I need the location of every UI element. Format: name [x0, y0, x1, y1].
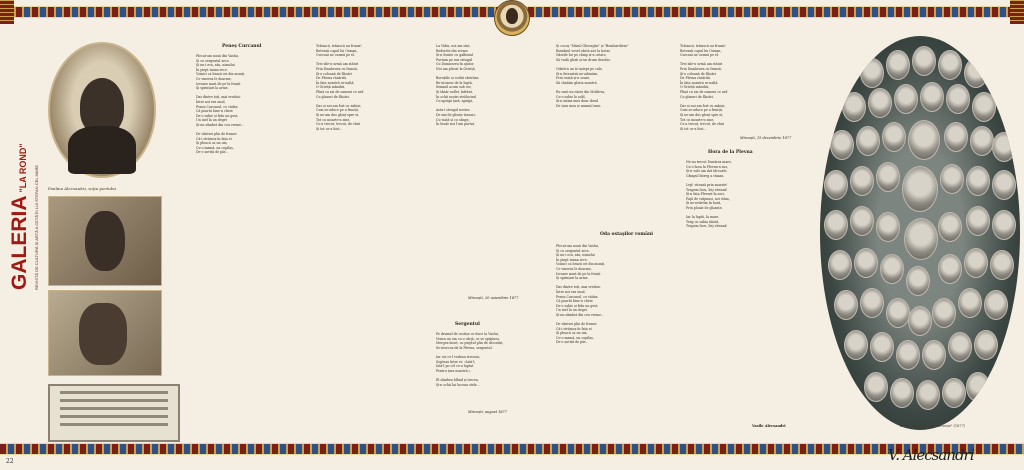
column-5b-text: Ne-au trecut Dunărea mare, Cu-o hora la Plevna-n sus, Și-n vale am dat târcoale, Câmpul întreg a rămas. Leţi! vitează prin moarte! Tragem focu, leţi vitează! Și-n fața Plevnei în zori, Faţă de vrăjmași, noi stăm, Și ne-nvârtim în horă, Prin ploaie de gloanțe. Iar la luptă, la mare, Trag cu sabia tăiată, Tragem focu, leţi vitează!	[686, 160, 732, 229]
date-line-2: Mircești, 20 noiembrie 1877	[468, 296, 519, 300]
vintage-photo-2	[48, 290, 162, 376]
column-4b-text: Plecat-am nouă din Vaslui, Și cu sergentul zece, Și nu-i era, zău, nimului În piept inima rece. Voinici ca brazii cei din munți, Ce vinerea le doarme, Izvoare mari de pe la frunți Și sprințari la arme. Dar dintre toți, mai vrednic Între noi era unul, Peneș Curcanul, ce vădea Că poartă bine-n cheie De-o sabie și frâu un gest, Un inel la un deget Și-un zâmbet din cea vreme... De vânturi plin de frunze Că-i strămoș în fața ei Și pleacă ca un om, Cu-o mamă, un copilaș, De-o șuviță de păr...	[556, 244, 606, 345]
collage-caption: Suvenirea Bersanti „Levenie" (1877)	[900, 424, 966, 428]
soldiers-portrait-collage	[820, 36, 1020, 430]
magazine-logo	[4, 140, 44, 310]
logo-caption: REVISTĂ DE CULTURĂ ȘI ARTĂ A CETĂȚII LUI STEFAN CEL MARE	[34, 164, 39, 290]
bottom-ornament-band	[0, 443, 1024, 455]
column-5-text: Trăiască, trăiască nu frunzi! Retezați capul lui Osman, Curcani ne curmă pe el. Trei zile-n urmă am stătut Prin Dumbrava cu frunză, Și-o coloană de flăcări De Plevna răsărită. În fața noastră se-nalță O Griviță mândră, Plină cu rai de oameni ce ard Cu glasuri de flăcări. Dar și noi am fost cu mânie, Cum se-aduce pe a frunții, Și ne-am dus glonț spre ei, Tot cu moarte-n sine, Ce-a trecut, trecut, de vânt Și tot ce-a fost...	[680, 44, 728, 131]
logo-main-text: GALERIA	[8, 195, 31, 290]
poem-title-hora: Hora de la Plevna	[708, 150, 753, 155]
column-3-text: La Vidin, noi am stat, Redutele din vreme Și-n frunte cu galbenul Purtam pe sus steagul Cu Dumnezeu în ajutor, Noi am plecat la Griviță. Boruțiile și corbii răstrâns Re-ntoarse de la luptă, Semnul acum sub cer, Și tânăr suflet, înfrânt, În ochii noștri strălucind Cu aprigă țară, aprigă, Asta-i steagul nostru De mii de glonțe trasuri, Cu viață și cu sânge, În brațe noi l-am purtat.	[436, 44, 479, 127]
corner-ornament-left	[0, 0, 14, 24]
vintage-photo-1	[48, 196, 162, 286]
memorial-plaque-photo	[48, 384, 180, 442]
poem-title-penes-curcanul: Peneș Curcanul	[222, 44, 262, 49]
corner-ornament-right	[1010, 0, 1024, 24]
left-photo-caption: Paulina Alecsandri, soţia poetului	[48, 186, 117, 191]
paulina-portrait-photo	[48, 42, 156, 178]
portrait-medallion	[494, 0, 530, 36]
author-name: Vasile Alecsandri	[752, 424, 786, 428]
column-1-text: Plecat-am nouă din Vaslui, Și cu sergentul zece, Și nu-i era, zău, nimului În piept inima rece. Voinici ca brazii cei din munți, Ce vinerea le doarme, Izvoare mari de pe la frunți Și sprințari la arme. Dar dintre toți, mai vrednic Între noi era unul, Peneș Curcanul, ce vădea Că poartă bine-n cheie De-o sabie și frâu un gest, Un inel la un deget Și-un zâmbet din cea vreme... De vânturi plin de frunze Că-i strămoș în fața ei Și pleacă ca un om, Cu-o mamă, un copilaș, De-o șuviță de păr...	[196, 54, 246, 155]
column-2-text: Trăiască, trăiască nu frunzi! Retezați capul lui Osman, Curcani ne curmă pe el. Trei zile-n urmă am stătut Prin Dumbrava cu frunză, Și-o coloană de flăcări De Plevna răsărită. În fața noastră se-nalță O Griviță mândră, Plină cu rai de oameni ce ard Cu glasuri de flăcări. Dar și noi am fost cu mânie, Cum se-aduce pe a frunții, Și ne-am dus glonț spre ei, Tot cu moarte-n sine, Ce-a trecut, trecut, de vânt Și tot ce-a fost...	[316, 44, 364, 131]
column-4-text: Și cocoș "Mărul Gheorghe" și "Bombardiera" Românul vesel cântă aici la hotar, Gărzile lor pe câmp și-n cetate, Să vadă glorii și-un drum deschis. Odată-n an te-aștept pe cale, Și-n fereastră ne-adunăm, Prin ceață și-n soare, Să cântăm gloria noastră. Eu sunt un răzeș din Moldova, Cu-o sabie la șold, Și-n inima mea doar dorul De țara mea și neamul meu.	[556, 44, 629, 108]
poem-title-oda: Oda ostaşilor români	[600, 232, 654, 237]
date-line-1: Mircești, 15 decembrie 1877	[740, 136, 792, 140]
date-line-3: Mircești, august 1877	[468, 410, 508, 414]
author-signature: V. Alecsandri	[888, 446, 974, 464]
column-3b-text: Pe drumul de costișe ce duce la Vaslui, Venea un om cu o cârjă, ce se sprijinea, Mergea încet, cu pieptul plin de decorări, Se-ntorcea de la Plevna, sergentul. Iar cei ce-l vedeau treceau, Șopteau între ei: «Iată-l, Iată-l pe cel ce-a luptat Pentru țara noastră.» El zâmbea blând și trecea, Și-n ochii lui luceau stele...	[436, 332, 504, 387]
page-number: 22	[6, 458, 14, 465]
logo-sub-text: "LA ROND"	[18, 143, 28, 193]
poem-title-sergentul: Sergentul	[455, 322, 480, 327]
